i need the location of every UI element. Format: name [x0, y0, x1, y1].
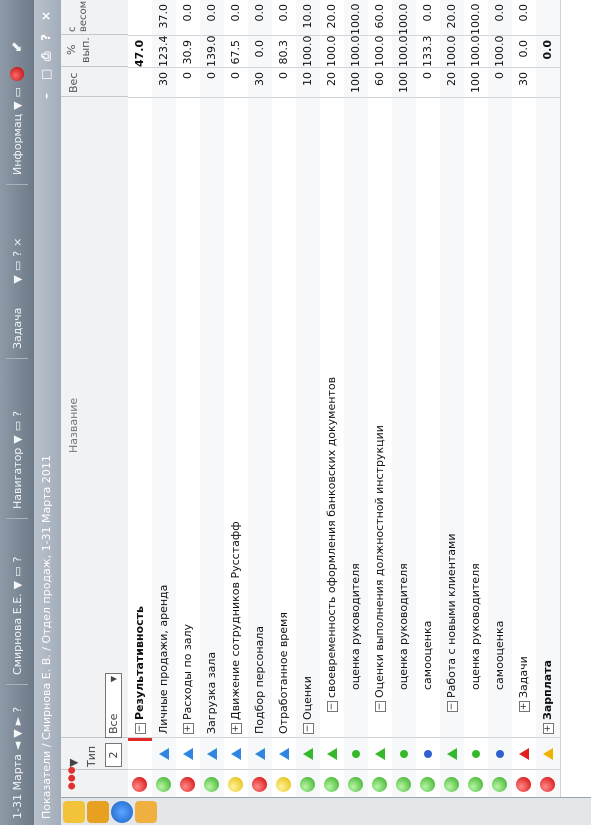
weight-cell: 30	[152, 67, 176, 97]
percent-cell: 133.3	[416, 35, 440, 67]
triangle-blue-icon	[279, 748, 289, 760]
header-status-col	[61, 766, 128, 797]
name-cell	[488, 97, 512, 738]
dropdown-arrow-icon[interactable]: ▼	[10, 101, 24, 110]
type-cell	[416, 737, 440, 770]
indicator-name[interactable]: самооценка	[421, 620, 434, 690]
percent-cell: 80.3	[272, 35, 296, 67]
level-selector[interactable]: 2	[105, 743, 122, 767]
status-green-icon	[396, 777, 411, 792]
table-row[interactable]	[296, 0, 321, 797]
status-green-icon	[420, 777, 435, 792]
weighted-cell	[536, 0, 560, 35]
percent-cell: 100.0	[488, 35, 512, 67]
name-cell	[536, 97, 560, 738]
traffic-light-icon: ●●●	[67, 766, 77, 790]
type-cell	[320, 737, 344, 770]
indicator-name[interactable]: оценка руководителя	[349, 563, 362, 690]
help-icon[interactable]: ?	[39, 34, 53, 41]
table-row[interactable]	[224, 0, 249, 797]
status-red-icon	[540, 777, 555, 792]
table-row[interactable]	[392, 0, 417, 797]
type-header-label: Тип	[85, 745, 98, 767]
dropdown-arrow-icon[interactable]: ▼	[10, 435, 24, 444]
triangle-blue-icon	[255, 748, 265, 760]
circle-green-icon	[400, 750, 408, 758]
status-green-icon	[204, 777, 219, 792]
weighted-cell: 10.0	[296, 0, 320, 35]
weight-cell: 30	[512, 67, 536, 97]
percent-cell: 47.0	[128, 35, 152, 67]
print-icon[interactable]: ⎙	[39, 51, 53, 61]
weighted-header-label: с весом	[67, 0, 89, 32]
percent-cell: 100.0	[440, 35, 464, 67]
name-cell	[344, 97, 368, 738]
weighted-cell: 0.0	[272, 0, 296, 35]
weight-cell: 100	[392, 67, 416, 97]
name-cell	[296, 97, 320, 738]
table-row[interactable]	[320, 0, 345, 797]
weight-cell: 10	[296, 67, 320, 97]
weight-cell: 30	[248, 67, 272, 97]
percent-cell: 30.9	[176, 35, 200, 67]
circle-blue-icon	[496, 750, 504, 758]
help-circle-icon[interactable]	[111, 801, 133, 823]
type-cell	[224, 737, 248, 770]
weight-cell: 20	[440, 67, 464, 97]
alert-icon[interactable]	[10, 67, 24, 81]
status-green-icon	[300, 777, 315, 792]
name-cell	[368, 97, 392, 738]
type-cell	[296, 737, 320, 770]
collapse-icon[interactable]: −	[302, 724, 313, 733]
close-icon[interactable]: ×	[10, 237, 24, 247]
window-icon[interactable]: ▭	[10, 566, 24, 577]
collapse-icon[interactable]: −	[134, 724, 145, 733]
indicator-name[interactable]: своевременность оформления банковских документов	[325, 376, 338, 698]
employee-selector[interactable]	[0, 553, 34, 675]
pencil-icon[interactable]	[135, 801, 157, 823]
percent-cell: 123.4	[152, 35, 176, 67]
type-cell	[200, 737, 224, 770]
status-cell	[152, 769, 176, 797]
side-icon-strip	[61, 798, 591, 825]
type-cell	[248, 737, 272, 770]
status-red-icon	[516, 777, 531, 792]
weight-cell	[536, 67, 560, 97]
name-cell	[416, 97, 440, 738]
pct-header-label: вып.	[79, 37, 92, 63]
table-row[interactable]	[344, 0, 369, 797]
expand-icon[interactable]: +	[182, 724, 193, 733]
triangle-yellow-icon	[543, 748, 553, 760]
name-cell	[512, 97, 536, 738]
filter-value: Все	[107, 713, 120, 734]
status-cell	[320, 769, 344, 797]
type-cell	[368, 737, 392, 770]
dropdown-arrow-icon[interactable]: ▼	[10, 729, 24, 738]
type-cell	[464, 737, 488, 770]
weighted-cell: 100.0	[464, 0, 488, 35]
table-row[interactable]	[128, 0, 153, 797]
table-row[interactable]	[200, 0, 225, 797]
filter-dropdown[interactable]	[105, 673, 122, 738]
triangle-blue-icon	[159, 748, 169, 760]
table-row[interactable]	[512, 0, 537, 797]
help-icon[interactable]: ?	[10, 250, 24, 257]
status-red-icon	[252, 777, 267, 792]
percent-cell: 139.0	[200, 35, 224, 67]
collapse-icon[interactable]: −	[446, 702, 457, 711]
task-menu[interactable]	[0, 234, 34, 349]
weighted-cell: 0.0	[176, 0, 200, 35]
window-icon[interactable]: ▭	[10, 420, 24, 432]
indicator-name[interactable]: оценка руководителя	[397, 563, 410, 690]
status-cell	[512, 769, 536, 797]
header-weight-col	[61, 66, 128, 97]
status-red-icon	[132, 777, 147, 792]
status-cell	[272, 769, 296, 797]
table-row[interactable]	[176, 0, 201, 797]
table-row[interactable]	[440, 0, 465, 797]
status-cell	[464, 769, 488, 797]
weight-cell: 0	[416, 67, 440, 97]
collapse-icon[interactable]: −	[374, 702, 385, 711]
help-icon[interactable]: ?	[10, 706, 24, 713]
expand-icon[interactable]: +	[518, 702, 529, 711]
breadcrumb-bar	[34, 0, 61, 825]
dropdown-arrow-icon[interactable]: ▼	[10, 580, 24, 590]
header-weighted-col	[61, 0, 128, 35]
triangle-green-icon	[447, 748, 457, 760]
percent-cell: 100.0	[392, 35, 416, 67]
weight-cell: 60	[368, 67, 392, 97]
sort-icon[interactable]: ▼	[67, 758, 80, 767]
name-header-label: Название	[67, 397, 80, 453]
indicator-name[interactable]: Расходы по залу	[181, 624, 194, 720]
robot-icon[interactable]	[87, 801, 109, 823]
weight-cell: 0	[200, 67, 224, 97]
table-row[interactable]	[272, 0, 297, 797]
status-green-icon	[348, 777, 363, 792]
weighted-cell	[128, 0, 152, 35]
weighted-cell: 20.0	[320, 0, 344, 35]
status-cell	[248, 769, 272, 797]
type-cell	[512, 737, 536, 770]
help-icon[interactable]: ?	[10, 410, 24, 417]
table-row[interactable]	[248, 0, 273, 797]
type-cell	[536, 737, 560, 770]
dropdown-arrow-icon[interactable]: ▼	[10, 275, 24, 284]
grid-header	[61, 0, 129, 797]
weighted-cell: 0.0	[488, 0, 512, 35]
weighted-cell: 20.0	[440, 0, 464, 35]
status-cell	[536, 769, 560, 797]
status-cell	[200, 769, 224, 797]
header-pct-col	[61, 34, 128, 67]
triangle-blue-icon	[183, 748, 193, 760]
status-cell	[296, 769, 320, 797]
status-green-icon	[468, 777, 483, 792]
status-green-icon	[324, 777, 339, 792]
table-row[interactable]	[536, 0, 561, 797]
name-cell	[200, 97, 224, 738]
window-icon[interactable]: ▭	[10, 87, 24, 98]
weight-cell: 0	[272, 67, 296, 97]
weight-cell: 100	[464, 67, 488, 97]
toolbar-divider	[6, 518, 28, 519]
window-icon[interactable]: ▭	[10, 260, 24, 272]
weighted-cell: 0.0	[248, 0, 272, 35]
indicator-name[interactable]: оценка руководителя	[469, 563, 482, 690]
triangle-blue-icon	[231, 748, 241, 760]
name-cell	[464, 97, 488, 738]
percent-cell: 100.0	[344, 35, 368, 67]
table-row[interactable]	[416, 0, 441, 797]
minimize-icon[interactable]: –	[39, 93, 53, 99]
percent-cell: 100.0	[320, 35, 344, 67]
status-cell	[392, 769, 416, 797]
navigator-menu[interactable]	[0, 407, 34, 509]
selection-marker	[128, 738, 152, 741]
type-cell	[152, 737, 176, 770]
weighted-cell: 100.0	[344, 0, 368, 35]
weighted-cell: 0.0	[512, 0, 536, 35]
prev-arrow-icon[interactable]: ◄	[10, 741, 24, 751]
type-cell	[128, 737, 152, 770]
triangle-green-icon	[303, 748, 313, 760]
weight-cell: 0	[176, 67, 200, 97]
task-label: Задача	[10, 307, 24, 349]
expand-icon[interactable]: +	[542, 724, 553, 733]
triangle-red-icon	[519, 748, 529, 760]
percent-cell: 0.0	[248, 35, 272, 67]
indicator-name[interactable]: Движение сотрудников Русстафф	[229, 521, 242, 720]
weighted-cell: 100.0	[392, 0, 416, 35]
lock-icon[interactable]	[63, 801, 85, 823]
weight-cell	[128, 67, 152, 97]
date-range-label: 1-31 Марта	[10, 754, 24, 819]
weighted-cell: 60.0	[368, 0, 392, 35]
percent-cell: 100.0	[464, 35, 488, 67]
top-toolbar	[0, 0, 34, 825]
weight-cell: 20	[320, 67, 344, 97]
status-green-icon	[372, 777, 387, 792]
status-green-icon	[156, 777, 171, 792]
weight-cell: 0	[224, 67, 248, 97]
status-green-icon	[492, 777, 507, 792]
next-arrow-icon[interactable]: ►	[10, 716, 24, 726]
name-cell	[152, 97, 176, 738]
indicator-name[interactable]: Подбор персонала	[253, 625, 266, 734]
info-label: Информац	[10, 113, 24, 175]
name-cell	[272, 97, 296, 738]
header-type-col[interactable]	[61, 737, 128, 770]
status-cell	[368, 769, 392, 797]
status-cell	[224, 769, 248, 797]
indicators-grid	[61, 0, 591, 798]
indicator-name[interactable]: Результативность	[133, 606, 146, 720]
triangle-blue-icon	[207, 748, 217, 760]
weight-header-label: Вес	[67, 72, 80, 93]
name-cell	[320, 97, 344, 738]
name-cell	[392, 97, 416, 738]
status-yellow-icon	[276, 777, 291, 792]
toolbar-divider	[6, 184, 28, 185]
indicator-name[interactable]: Задачи	[517, 656, 530, 698]
weight-cell: 0	[488, 67, 512, 97]
toolbar-divider	[6, 358, 28, 359]
indicator-name[interactable]: Работа с новыми клиентами	[445, 533, 458, 698]
indicator-name[interactable]: Оценки	[301, 676, 314, 720]
weighted-cell: 37.0	[152, 0, 176, 35]
type-cell	[272, 737, 296, 770]
indicator-name[interactable]: Зарплата	[541, 660, 554, 720]
type-cell	[344, 737, 368, 770]
table-row[interactable]	[464, 0, 489, 797]
chevron-down-icon[interactable]: ▼	[109, 676, 118, 683]
percent-cell: 0.0	[512, 35, 536, 67]
weighted-cell: 0.0	[200, 0, 224, 35]
info-menu[interactable]	[0, 37, 34, 175]
percent-cell: 100.0	[368, 35, 392, 67]
status-green-icon	[444, 777, 459, 792]
status-cell	[176, 769, 200, 797]
type-cell	[440, 737, 464, 770]
restore-icon[interactable]: □	[39, 68, 53, 80]
type-cell	[176, 737, 200, 770]
collapse-icon[interactable]: −	[326, 702, 337, 711]
weighted-cell: 0.0	[224, 0, 248, 35]
name-cell	[248, 97, 272, 738]
table-row[interactable]	[152, 0, 177, 797]
weight-cell: 100	[344, 67, 368, 97]
type-cell	[392, 737, 416, 770]
close-icon[interactable]: ×	[39, 10, 53, 21]
employee-label: Смирнова Е.Е.	[10, 593, 24, 675]
navigator-label: Навигатор	[10, 447, 24, 509]
percent-cell: 100.0	[296, 35, 320, 67]
table-row[interactable]	[368, 0, 393, 797]
status-cell	[440, 769, 464, 797]
circle-green-icon	[472, 750, 480, 758]
breadcrumb: Показатели / Смирнова Е. В. / Отдел продаж, 1-31 Марта 2011	[40, 455, 53, 819]
header-name-col	[61, 96, 128, 738]
expand-icon[interactable]: +	[230, 724, 241, 733]
indicator-name[interactable]: самооценка	[493, 620, 506, 690]
weighted-cell: 0.0	[416, 0, 440, 35]
percent-cell: 67.5	[224, 35, 248, 67]
percent-cell: 0.0	[536, 35, 560, 67]
status-cell	[488, 769, 512, 797]
indicator-name[interactable]: Личные продажи, аренда	[157, 584, 170, 734]
toolbar-divider	[6, 684, 28, 685]
pct-header-symbol: %	[65, 44, 78, 55]
status-red-icon	[180, 777, 195, 792]
status-cell	[344, 769, 368, 797]
name-cell	[176, 97, 200, 738]
status-yellow-icon	[228, 777, 243, 792]
circle-blue-icon	[424, 750, 432, 758]
triangle-green-icon	[327, 748, 337, 760]
name-cell	[128, 97, 152, 738]
date-range-selector[interactable]	[0, 703, 34, 819]
name-cell	[440, 97, 464, 738]
type-cell	[488, 737, 512, 770]
name-cell	[224, 97, 248, 738]
indicator-name[interactable]: Отработанное время	[277, 612, 290, 734]
collapse-arrow-icon[interactable]: ⬋	[9, 41, 25, 54]
circle-green-icon	[352, 750, 360, 758]
status-cell	[416, 769, 440, 797]
triangle-green-icon	[375, 748, 385, 760]
status-cell	[128, 769, 152, 797]
indicator-name[interactable]: Оценки выполнения должностной инструкции	[373, 425, 386, 698]
table-row[interactable]	[488, 0, 513, 797]
help-icon[interactable]: ?	[10, 556, 24, 563]
indicator-name[interactable]: Загрузка зала	[205, 651, 218, 734]
